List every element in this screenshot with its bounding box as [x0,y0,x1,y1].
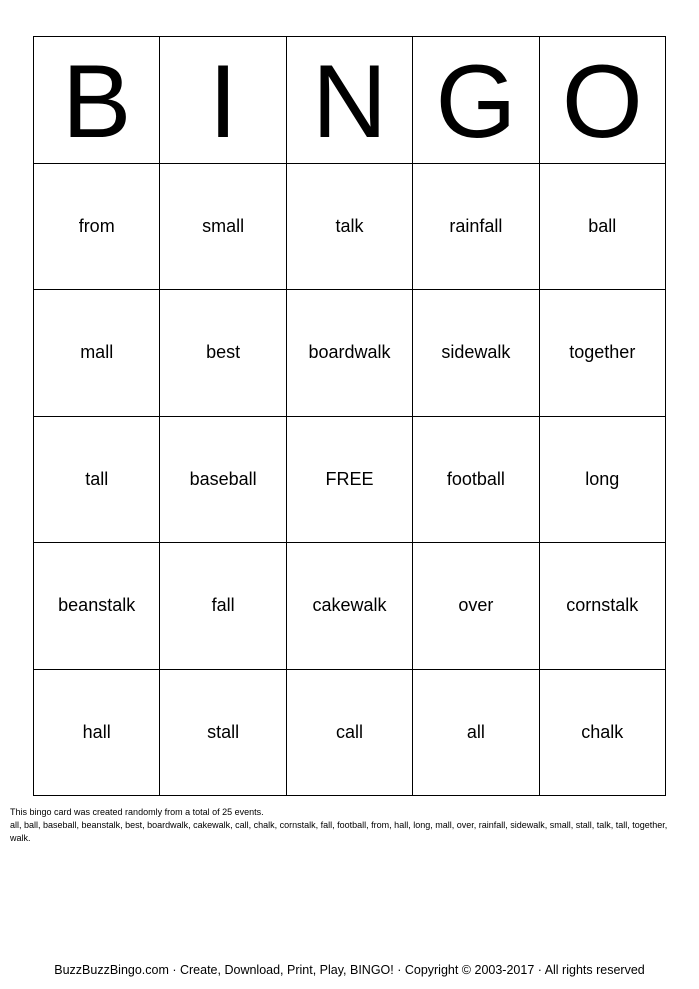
free-space-cell: FREE [287,417,413,544]
bingo-cell: rainfall [413,164,539,291]
bingo-cell: beanstalk [34,543,160,670]
bingo-cell: cornstalk [540,543,666,670]
bingo-cell: tall [34,417,160,544]
bingo-cell: ball [540,164,666,291]
bingo-cell: call [287,670,413,797]
header-letter-i: I [160,37,286,164]
bingo-cell: together [540,290,666,417]
bingo-cell: stall [160,670,286,797]
bingo-cell: chalk [540,670,666,797]
bingo-cell: small [160,164,286,291]
header-letter-g: G [413,37,539,164]
bingo-cell: all [413,670,539,797]
note-summary: This bingo card was created randomly from a total of 25 events. [10,807,264,817]
bingo-cell: from [34,164,160,291]
bingo-cell: hall [34,670,160,797]
header-letter-o: O [540,37,666,164]
bingo-cell: cakewalk [287,543,413,670]
bingo-cell: mall [34,290,160,417]
bingo-cell: boardwalk [287,290,413,417]
bingo-cell: best [160,290,286,417]
header-letter-n: N [287,37,413,164]
bingo-cell: talk [287,164,413,291]
footer-copyright: BuzzBuzzBingo.com · Create, Download, Print, Play, BINGO! · Copyright © 2003-2017 · All rights reserved [54,963,645,977]
card-note [10,806,670,845]
bingo-cell: baseball [160,417,286,544]
note-word-list: all, ball, baseball, beanstalk, best, boardwalk, cakewalk, call, chalk, cornstalk, fall, football, from, hall, long, mall, over, rainfall, sidewalk, small, stall, talk, tall, together, walk. [10,820,668,843]
bingo-card [33,36,666,796]
bingo-cell: over [413,543,539,670]
bingo-cell: football [413,417,539,544]
bingo-cell: long [540,417,666,544]
bingo-cell: fall [160,543,286,670]
header-letter-b: B [34,37,160,164]
bingo-cell: sidewalk [413,290,539,417]
